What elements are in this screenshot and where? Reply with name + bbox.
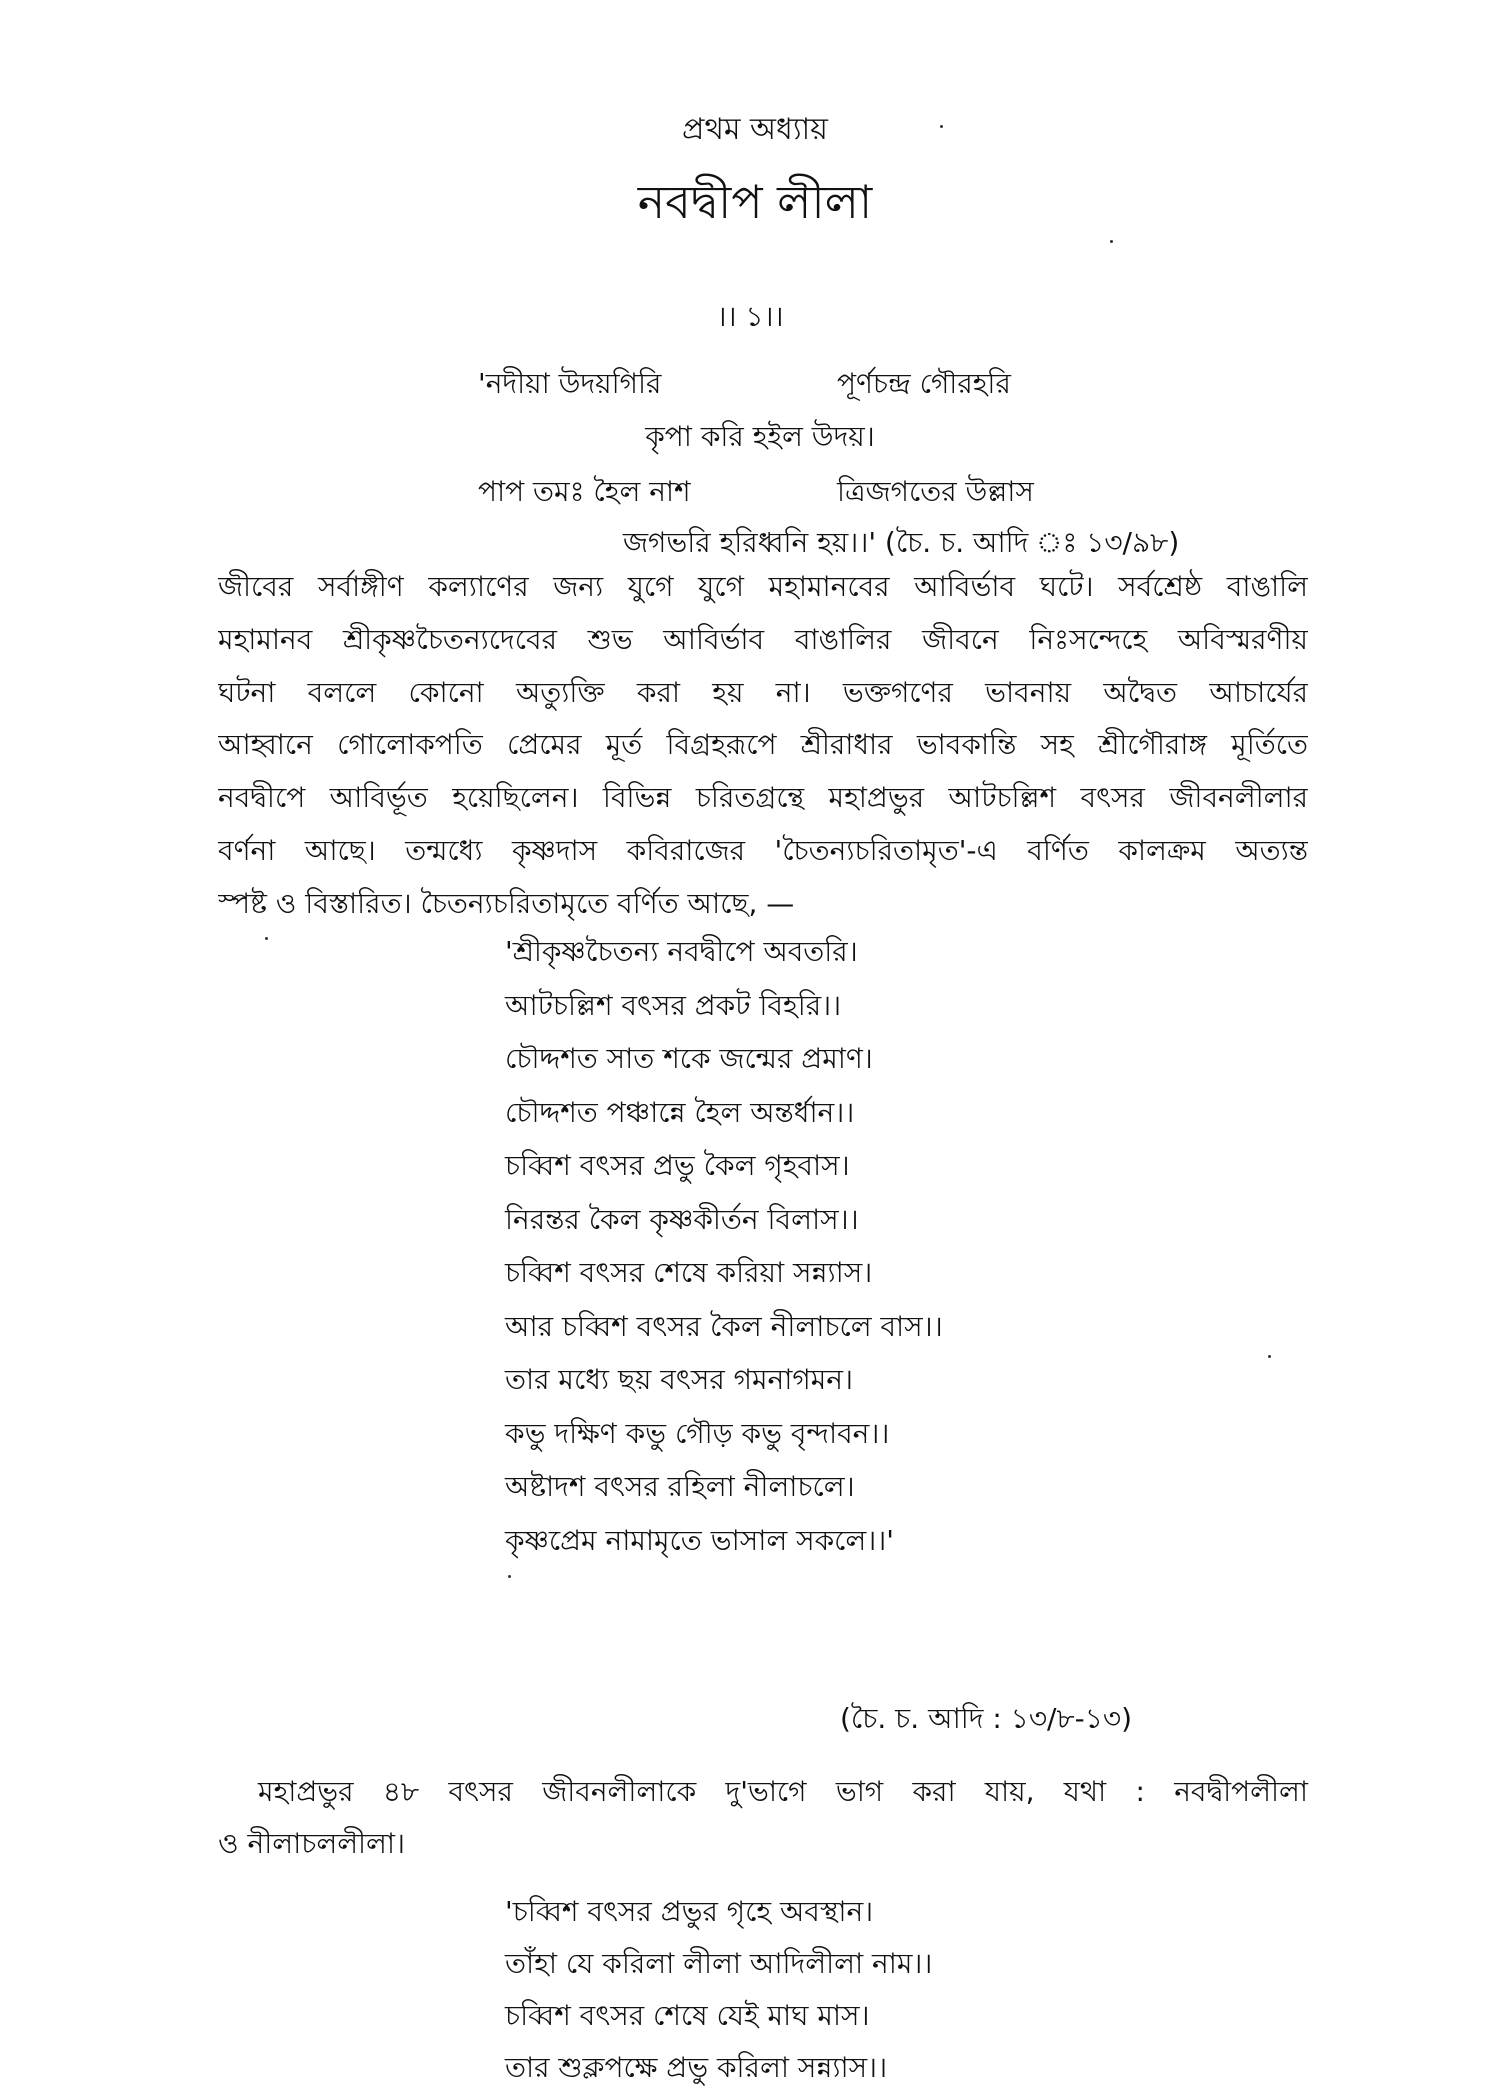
paragraph-1-line: নবদ্বীপে আবির্ভূত হয়েছিলেন। বিভিন্ন চরিতগ্রন্থে মহাপ্রভুর আটচল্লিশ বৎসর জীবনলীলার (218, 781, 1308, 815)
chapter-title: নবদ্বীপ লীলা (637, 175, 873, 229)
opening-verse-line1-left: 'নদীয়া উদয়গিরি (478, 367, 662, 400)
paragraph-1 (218, 561, 1308, 931)
poem-1-line: তার মধ্যে ছয় বৎসর গমনাগমন। (505, 1363, 854, 1396)
opening-verse-line4-with-citation: জগভরি হরিধ্বনি হয়।।' (চৈ. চ. আদি ঃ ১৩/৯৮) (623, 526, 1180, 559)
poem-1-line: চৌদ্দশত সাত শকে জন্মের প্রমাণ। (505, 1042, 873, 1075)
opening-verse-line2: কৃপা করি হইল উদয়। (645, 420, 875, 453)
scan-speck (508, 1575, 511, 1578)
scan-speck (940, 125, 943, 128)
opening-verse-line3-right: ত্রিজগতের উল্লাস (837, 475, 1034, 508)
opening-verse-line3-left: পাপ তমঃ হৈল নাশ (478, 475, 691, 508)
paragraph-1-line: ঘটনা বললে কোনো অত্যুক্তি করা হয় না। ভক্তগণের ভাবনায় অদ্বৈত আচার্যের (218, 675, 1308, 709)
poem-1-line: নিরন্তর কৈল কৃষ্ণকীর্তন বিলাস।। (505, 1202, 859, 1236)
verse-number: ।। ১।। (716, 300, 784, 333)
poem-2-line: তাঁহা যে করিলা লীলা আদিলীলা নাম।। (505, 1947, 933, 1980)
paragraph-1-line: আহ্বানে গোলোকপতি প্রেমের মূর্ত বিগ্রহরূপে শ্রীরাধার ভাবকান্তি সহ শ্রীগৌরাঙ্গ মূর্তিতে (218, 728, 1308, 762)
paragraph-2 (218, 1770, 1308, 1874)
poem-1-line: 'শ্রীকৃষ্ণচৈতন্য নবদ্বীপে অবতরি। (505, 935, 858, 968)
paragraph-1-line: মহামানব শ্রীকৃষ্ণচৈতন্যদেবের শুভ আবির্ভাব বাঙালির জীবনে নিঃসন্দেহে অবিস্মরণীয় (218, 622, 1308, 656)
paragraph-1-line: স্পষ্ট ও বিস্তারিত। চৈতন্যচরিতামৃতে বর্ণিত আছে, — (218, 886, 795, 920)
poem-1 (505, 930, 943, 1572)
poem-2-line: চব্বিশ বৎসর শেষে যেই মাঘ মাস। (505, 1999, 870, 2032)
poem-2-line: 'চব্বিশ বৎসর প্রভুর গৃহে অবস্থান। (505, 1895, 874, 1928)
scan-speck (265, 937, 268, 940)
poem-1-line: কভু দক্ষিণ কভু গৌড় কভু বৃন্দাবন।। (505, 1416, 890, 1450)
paragraph-1-line: জীবের সর্বাঙ্গীণ কল্যাণের জন্য যুগে যুগে মহামানবের আবির্ভাব ঘটে। সর্বশ্রেষ্ঠ বাঙালি (218, 570, 1308, 603)
paragraph-2-line: ও নীলাচললীলা। (218, 1827, 406, 1860)
poem-2 (505, 1890, 932, 2098)
poem-1-line: আটচল্লিশ বৎসর প্রকট বিহরি।। (505, 988, 842, 1022)
scan-speck (1110, 240, 1113, 243)
opening-verse-line1-right: পূর্ণচন্দ্র গৌরহরি (837, 367, 1011, 400)
paragraph-2-line: মহাপ্রভুর ৪৮ বৎসর জীবনলীলাকে দু'ভাগে ভাগ করা যায়, যথা : নবদ্বীপলীলা (258, 1775, 1308, 1808)
poem-1-line: চৌদ্দশত পঞ্চান্নে হৈল অন্তর্ধান।। (505, 1095, 855, 1129)
poem-1-citation: (চৈ. চ. আদি : ১৩/৮-১৩) (840, 1702, 1133, 1735)
poem-2-line: তার শুক্লপক্ষে প্রভু করিলা সন্ন্যাস।। (505, 2051, 888, 2084)
chapter-label: প্রথম অধ্যায় (682, 112, 828, 147)
poem-1-line: চব্বিশ বৎসর প্রভু কৈল গৃহবাস। (505, 1149, 850, 1182)
scan-speck (1268, 1355, 1271, 1358)
poem-1-line: কৃষ্ণপ্রেম নামামৃতে ভাসাল সকলে।।' (505, 1523, 895, 1557)
poem-1-line: অষ্টাদশ বৎসর রহিলা নীলাচলে। (505, 1470, 855, 1503)
poem-1-line: চব্বিশ বৎসর শেষে করিয়া সন্ন্যাস। (505, 1256, 873, 1289)
paragraph-1-line: বর্ণনা আছে। তন্মধ্যে কৃষ্ণদাস কবিরাজের 'চৈতন্যচরিতামৃত'-এ বর্ণিত কালক্রম অত্যন্ত (218, 833, 1308, 867)
poem-1-line: আর চব্বিশ বৎসর কৈল নীলাচলে বাস।। (505, 1309, 943, 1343)
